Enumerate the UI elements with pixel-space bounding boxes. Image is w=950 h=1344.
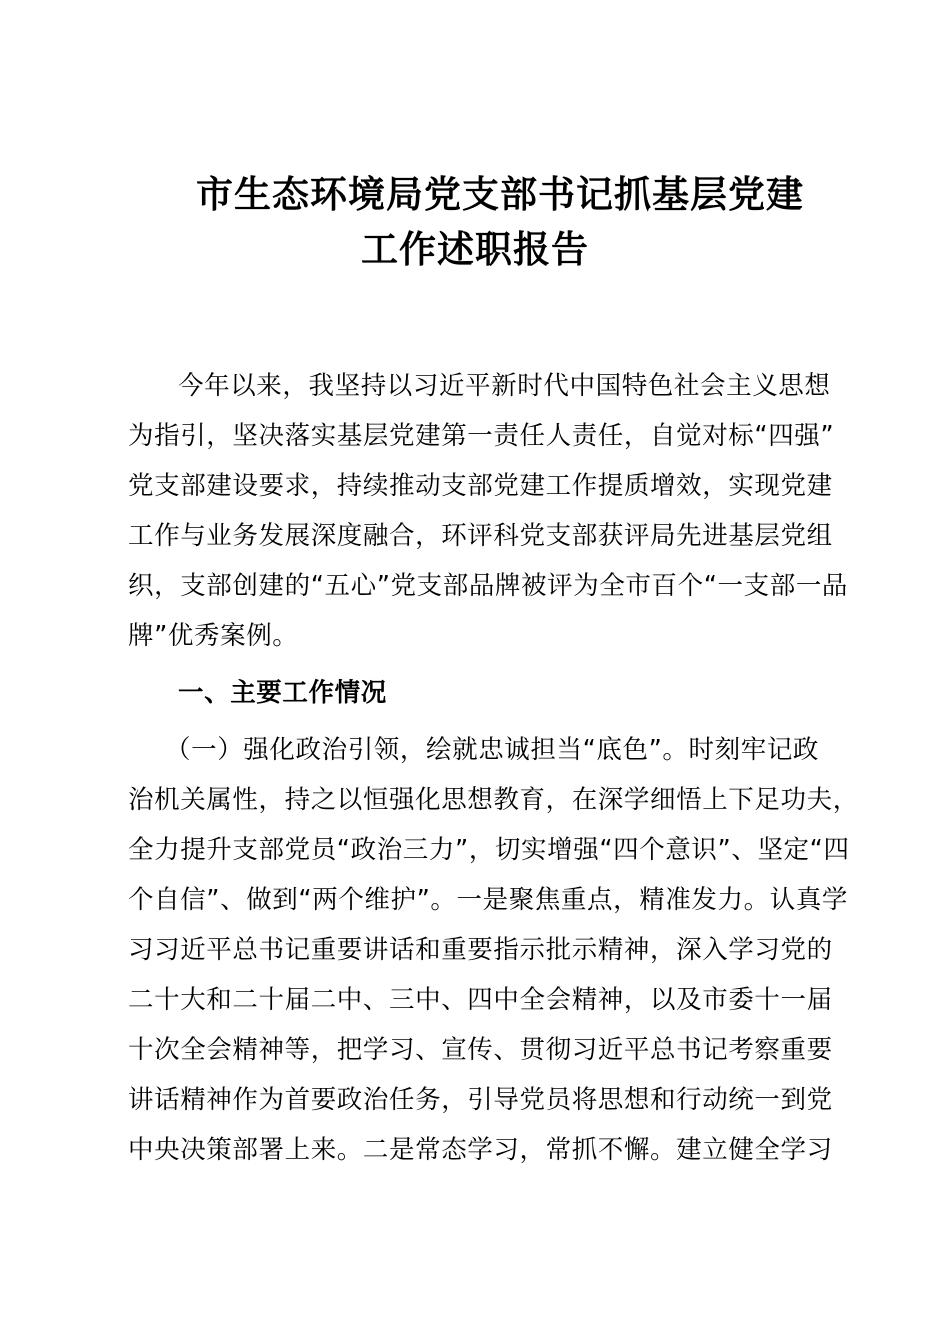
body-line: 讲话精神作为首要政治任务，引导党员将思想和行动统一到党 xyxy=(128,1085,833,1115)
intro-line: 工作与业务发展深度融合，环评科党支部获评局先进基层党组 xyxy=(128,521,833,551)
body-line: （一）强化政治引领，绘就忠诚担当“底色”。时刻牢记政 xyxy=(165,735,820,765)
body-line: 个自信”、做到“两个维护”。一是聚焦重点，精准发力。认真学 xyxy=(128,885,849,915)
body-line: 中央决策部署上来。二是常态学习，常抓不懈。建立健全学习 xyxy=(128,1135,833,1165)
intro-line: 牌”优秀案例。 xyxy=(128,621,299,651)
body-line: 全力提升支部党员“政治三力”，切实增强“四个意识”、坚定“四 xyxy=(128,835,850,865)
section-heading: 一、主要工作情况 xyxy=(178,678,387,708)
intro-line: 党支部建设要求，持续推动支部党建工作提质增效，实现党建 xyxy=(128,471,833,501)
document-title-line-2: 工作述职报告 xyxy=(361,228,589,271)
body-line: 十次全会精神等，把学习、宣传、贯彻习近平总书记考察重要 xyxy=(128,1035,833,1065)
intro-line: 今年以来，我坚持以习近平新时代中国特色社会主义思想 xyxy=(178,371,831,401)
intro-line: 为指引，坚决落实基层党建第一责任人责任，自觉对标“四强” xyxy=(128,421,835,451)
body-line: 治机关属性，持之以恒强化思想教育，在深学细悟上下足功夫， xyxy=(128,785,859,815)
document-title-line-1: 市生态环境局党支部书记抓基层党建 xyxy=(196,173,804,216)
body-line: 习习近平总书记重要讲话和重要指示批示精神，深入学习党的 xyxy=(128,935,833,965)
intro-line: 织，支部创建的“五心”党支部品牌被评为全市百个“一支部一品 xyxy=(128,571,849,601)
body-line: 二十大和二十届二中、三中、四中全会精神，以及市委十一届 xyxy=(128,985,833,1015)
